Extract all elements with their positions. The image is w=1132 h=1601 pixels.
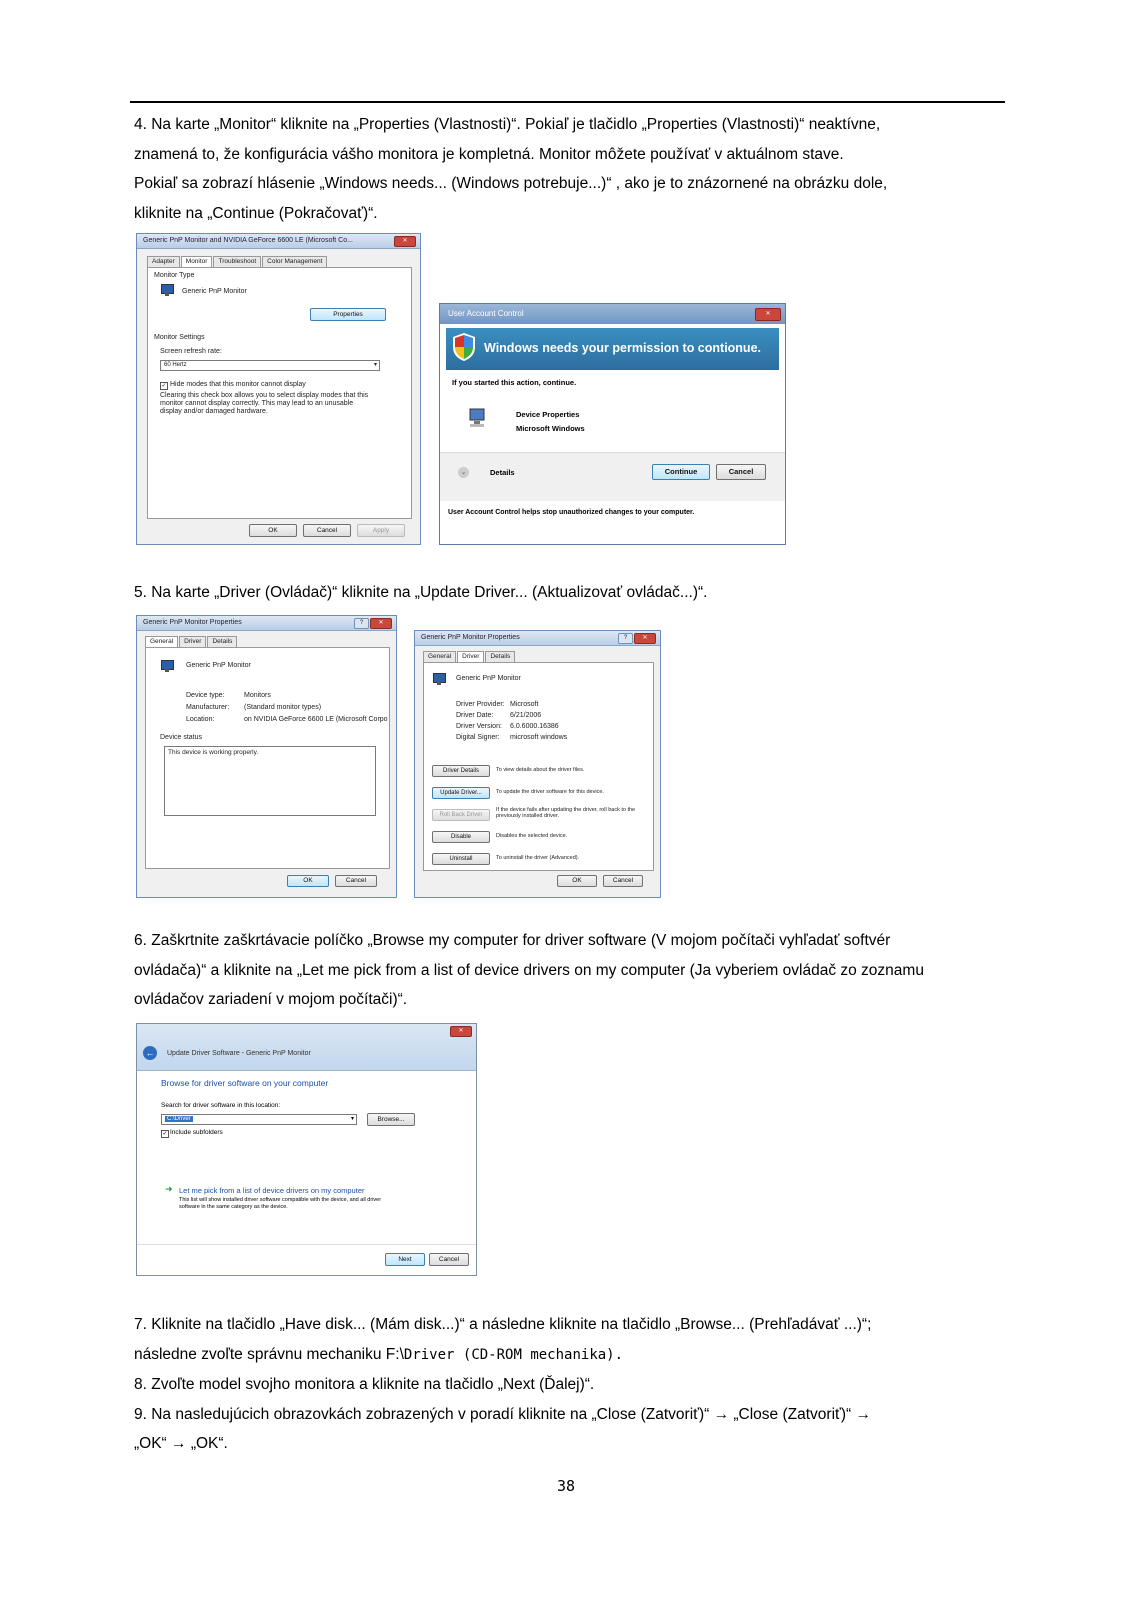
- uac-title: User Account Control: [440, 304, 785, 324]
- step-7-line-1: 7. Kliknite na tlačidlo „Have disk... (Mám disk...)“ a následne kliknite na tlačidlo „Browse... (Prehľadávať ...)“;: [134, 1316, 872, 1333]
- hide-modes-checkbox: ✓: [161, 383, 167, 389]
- monitor-icon: [432, 673, 446, 685]
- pick-desc-line: This list will show installed driver software compatible with the device, and all driver: [179, 1197, 382, 1203]
- driver-info-keys: [456, 699, 505, 743]
- window-controls: [618, 633, 656, 644]
- tab-driver: Driver: [457, 651, 484, 662]
- general-properties-title: Generic PnP Monitor Properties: [137, 616, 396, 631]
- info-key: Manufacturer:: [186, 704, 230, 711]
- info-value: (Standard monitor types): [244, 704, 322, 711]
- driver-tab-panel: [423, 662, 654, 871]
- pick-desc-line: software in the same category as the device.: [179, 1204, 288, 1210]
- uac-details-label: Details: [490, 468, 515, 477]
- step-6-line-3: ovládačov zariadení v mojom počítači)“.: [134, 991, 408, 1008]
- uninstall-button: Uninstall: [432, 853, 490, 865]
- green-arrow-icon: ➜: [165, 1184, 173, 1194]
- step-4-line-2: znamená to, že konfigurácia vášho monitora je kompletná. Monitor môžete používať v aktuálnom stave.: [134, 145, 844, 163]
- monitor-properties-title: Generic PnP Monitor and NVIDIA GeForce 6600 LE (Microsoft Co...: [137, 234, 420, 249]
- tab-details: Details: [485, 651, 515, 662]
- monitor-settings-label: Monitor Settings: [154, 334, 205, 341]
- step-4-line-3: Pokiaľ sa zobrazí hlásenie „Windows needs... (Windows potrebuje...)“ , ako je to znázornené na obrázku dole,: [134, 175, 888, 192]
- pick-from-list-link: Let me pick from a list of device drivers on my computer: [179, 1186, 365, 1195]
- info-value: on NVIDIA GeForce 6600 LE (Microsoft Corpo: [244, 716, 388, 723]
- step-4-line-1: 4. Na karte „Monitor“ kliknite na „Properties (Vlastnosti)“. Pokiaľ je tlačidlo „Properties (Vlastnosti)“ neaktívne,: [134, 116, 881, 133]
- driver-details-desc: To view details about the driver files.: [496, 767, 585, 773]
- ok-button: OK: [557, 875, 597, 887]
- monitor-icon: [160, 284, 174, 296]
- info-key: Device type:: [186, 692, 225, 699]
- hide-desc-line: Clearing this check box allows you to select display modes that this: [160, 392, 369, 399]
- cancel-button: Cancel: [335, 875, 377, 887]
- info-key: Driver Provider:: [456, 701, 505, 708]
- driver-path-input: [161, 1114, 357, 1125]
- info-key: Digital Signer:: [456, 734, 500, 741]
- step-6-line-1: 6. Zaškrtnite zaškrtávacie políčko „Browse my computer for driver software (V mojom počítači vyhľadať softvér: [134, 932, 891, 949]
- refresh-rate-label: Screen refresh rate:: [160, 348, 222, 355]
- step-6-line-2: ovládača)“ a kliknite na „Let me pick from a list of device drivers on my computer (Ja vyberiem ovládač zo zoznamu: [134, 961, 924, 979]
- general-tab-panel: [145, 647, 390, 869]
- monitor-icon: [160, 660, 174, 672]
- step-8-line: 8. Zvoľte model svojho monitora a kliknite na tlačidlo „Next (Ďalej)“.: [134, 1376, 595, 1393]
- info-key: Location:: [186, 716, 215, 723]
- device-info-values: [244, 690, 388, 726]
- device-info-keys: [186, 690, 229, 726]
- search-location-label: Search for driver software in this location:: [161, 1102, 281, 1109]
- step-7-line-2-end: Driver (CD-ROM mechanika).: [403, 1346, 624, 1363]
- device-status-text: This device is working properly.: [168, 749, 259, 756]
- cancel-button: Cancel: [429, 1253, 469, 1266]
- chevron-down-icon: ⌄: [458, 467, 469, 478]
- window-controls: [450, 1026, 472, 1037]
- wizard-divider: [137, 1244, 476, 1245]
- refresh-rate-select: [160, 360, 380, 371]
- close-icon: ✕: [370, 618, 392, 629]
- uac-screenshot: [439, 303, 786, 545]
- step-7-line-2: [134, 1340, 1014, 1371]
- tab-adapter: Adapter: [147, 256, 180, 267]
- properties-button: Properties: [310, 308, 386, 321]
- roll-back-desc: If the device fails after updating the driver, roll back to the previously installed driver.: [496, 807, 636, 819]
- ok-button: OK: [249, 524, 297, 537]
- update-driver-button: Update Driver...: [432, 787, 490, 799]
- device-name: Generic PnP Monitor: [456, 675, 521, 682]
- page-number: 38: [556, 1477, 576, 1495]
- info-value: 6/21/2006: [510, 712, 542, 719]
- window-controls: [755, 308, 781, 321]
- close-icon: ✕: [634, 633, 656, 644]
- driver-path-value: C:\Driver: [167, 1116, 191, 1122]
- disable-desc: Disables the selected device.: [496, 833, 568, 839]
- uninstall-desc: To uninstall the driver (Advanced).: [496, 855, 580, 861]
- wizard-breadcrumb: Update Driver Software - Generic PnP Monitor: [167, 1050, 311, 1057]
- dropdown-arrow-icon: ▾: [373, 362, 377, 368]
- info-key: Driver Date:: [456, 712, 494, 719]
- help-icon: ?: [354, 618, 369, 629]
- tab-monitor: Monitor: [181, 256, 213, 267]
- back-arrow-icon: ←: [143, 1046, 157, 1060]
- cancel-button: Cancel: [603, 875, 643, 887]
- device-status-label: Device status: [160, 734, 203, 741]
- hide-modes-label: Hide modes that this monitor cannot display: [170, 381, 306, 388]
- tab-troubleshoot: Troubleshoot: [213, 256, 261, 267]
- ok-button: OK: [287, 875, 329, 887]
- wizard-header: [137, 1024, 476, 1071]
- uac-heading: Windows needs your permission to contionue.: [484, 341, 761, 355]
- cancel-button: Cancel: [716, 464, 766, 480]
- refresh-rate-value: 60 Hertz: [164, 362, 187, 368]
- close-icon: ✕: [394, 236, 416, 247]
- monitor-properties-tabs: [147, 256, 328, 267]
- uac-heading-banner: [446, 328, 779, 370]
- include-subfolders-label: Include subfolders: [170, 1129, 223, 1136]
- general-properties-screenshot: [136, 615, 397, 898]
- close-icon: ✕: [755, 308, 781, 321]
- info-value: Monitors: [244, 692, 271, 699]
- update-driver-desc: To update the driver software for this device.: [496, 789, 604, 795]
- help-icon: ?: [618, 633, 633, 644]
- step-5-text: [134, 578, 1014, 608]
- monitor-type-label: Monitor Type: [154, 272, 195, 279]
- header-rule: [130, 101, 1005, 103]
- uac-program-name: Device Properties: [516, 410, 580, 419]
- tab-general: General: [423, 651, 456, 662]
- hide-modes-description: [160, 392, 368, 416]
- info-key: Driver Version:: [456, 723, 502, 730]
- driver-details-button: Driver Details: [432, 765, 490, 777]
- driver-properties-tabs: [423, 651, 516, 662]
- roll-back-driver-button: Roll Back Driver: [432, 809, 490, 821]
- step-5-line: 5. Na karte „Driver (Ovládač)“ kliknite na „Update Driver... (Aktualizovať ovládač...)“.: [134, 584, 708, 601]
- uac-details-bar: [440, 452, 785, 501]
- driver-properties-screenshot: [414, 630, 661, 898]
- device-name: Generic PnP Monitor: [186, 662, 251, 669]
- apply-button: Apply: [357, 524, 405, 537]
- tab-general: General: [145, 636, 178, 647]
- shield-icon: [452, 332, 476, 362]
- disable-button: Disable: [432, 831, 490, 843]
- info-value: microsoft windows: [510, 734, 568, 741]
- driver-properties-title: Generic PnP Monitor Properties: [415, 631, 660, 646]
- steps-7-9-text: [134, 1310, 1014, 1459]
- step-4-text: [134, 110, 1014, 228]
- monitor-name: Generic PnP Monitor: [182, 288, 247, 295]
- device-icon: [468, 408, 486, 428]
- window-controls: [354, 618, 392, 629]
- next-button: Next: [385, 1253, 425, 1266]
- general-properties-tabs: [145, 636, 238, 647]
- update-driver-wizard-screenshot: [136, 1023, 477, 1276]
- browse-button: Browse...: [367, 1113, 415, 1126]
- tab-details: Details: [207, 636, 237, 647]
- device-status-box: [164, 746, 376, 816]
- monitor-tab-panel: [147, 267, 412, 519]
- window-controls: [394, 236, 416, 247]
- close-icon: ✕: [450, 1026, 472, 1037]
- continue-button: Continue: [652, 464, 710, 480]
- info-value: Microsoft: [510, 701, 539, 708]
- monitor-properties-screenshot: [136, 233, 421, 545]
- step-4-line-4: kliknite na „Continue (Pokračovať)“.: [134, 204, 378, 222]
- wizard-heading: Browse for driver software on your computer: [161, 1078, 329, 1088]
- include-subfolders-checkbox: ✓: [162, 1131, 168, 1137]
- step-7-line-2-start: následne zvoľte správnu mechaniku F:\: [134, 1345, 404, 1363]
- step-9-line-2: „OK“ → „OK“.: [134, 1435, 228, 1452]
- hide-desc-line: display and/or damaged hardware.: [160, 408, 268, 415]
- uac-footer-text: User Account Control helps stop unauthorized changes to your computer.: [448, 509, 695, 516]
- uac-publisher: Microsoft Windows: [516, 424, 585, 433]
- info-value: 6.0.6000.16386: [510, 723, 559, 730]
- tab-driver: Driver: [179, 636, 206, 647]
- dropdown-arrow-icon: ▾: [350, 1116, 354, 1122]
- cancel-button: Cancel: [303, 524, 351, 537]
- tab-color-management: Color Management: [262, 256, 327, 267]
- hide-desc-line: monitor cannot display correctly. This may lead to an unusable: [160, 400, 354, 407]
- uac-started-text: If you started this action, continue.: [452, 378, 577, 387]
- step-9-line-1: 9. Na nasledujúcich obrazovkách zobrazených v poradí kliknite na „Close (Zatvoriť)“ → „Close (Zatvoriť)“ →: [134, 1405, 871, 1423]
- step-6-text: [134, 926, 1014, 1015]
- pick-from-list-desc: [179, 1197, 381, 1211]
- driver-info-values: [510, 699, 567, 743]
